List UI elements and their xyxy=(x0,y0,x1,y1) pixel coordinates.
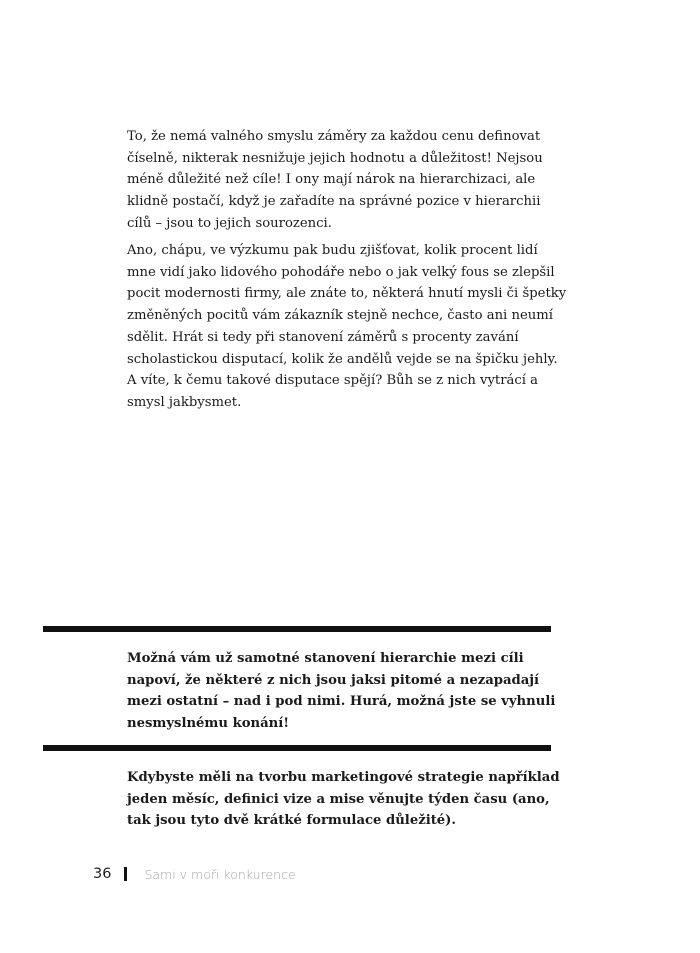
callout-divider-2 xyxy=(43,745,551,751)
page-footer xyxy=(93,864,296,884)
running-title: Sami v moři konkurence xyxy=(144,866,296,882)
callout-text-2: Kdybyste měli na tvorbu marketingové strategie například jeden měsíc, definici vize a mise věnujte týden času (ano, tak jsou tyto dvě krátké formulace důležité). xyxy=(127,770,560,829)
callout-text-1: Možná vám už samotné stanovení hierarchie mezi cíli napoví, že některé z nich jsou jaksi pitomé a nezapadají mezi ostatní – nad i pod nimi. Hurá, možná jste se vyhnuli nesmyslnému konání! xyxy=(127,651,556,732)
callout-divider-1 xyxy=(43,626,551,632)
body-paragraph-1: To, že nemá valného smyslu záměry za každou cenu definovat číselně, nikterak nesnižuje jejich hodnotu a důležitost! Nejsou méně důležité než cíle! I ony mají nárok na hierarchizaci, ale klidně postačí, když je zařadíte na správné pozice v hierarchii cílů – jsou to jejich sourozenci. xyxy=(127,129,543,231)
page-number: 36 xyxy=(93,866,112,882)
body-paragraph-2: Ano, chápu, ve výzkumu pak budu zjišťovat, kolik procent lidí mne vidí jako lidového pohodáře nebo o jak velký fous se zlepšil pocit modernosti firmy, ale znáte to, některá hnutí mysli či špetky změněných pocitů vám zákazník stejně nechce, často ani neumí sdělit. Hrát si tedy při stanovení záměrů s procenty zavání scholastickou disputací, kolik že andělů vejde se na špičku jehly. A víte, k čemu takové disputace spějí? Bůh se z nich vytrácí a smysl jakbysmet. xyxy=(127,243,567,410)
footer-separator xyxy=(124,867,127,881)
